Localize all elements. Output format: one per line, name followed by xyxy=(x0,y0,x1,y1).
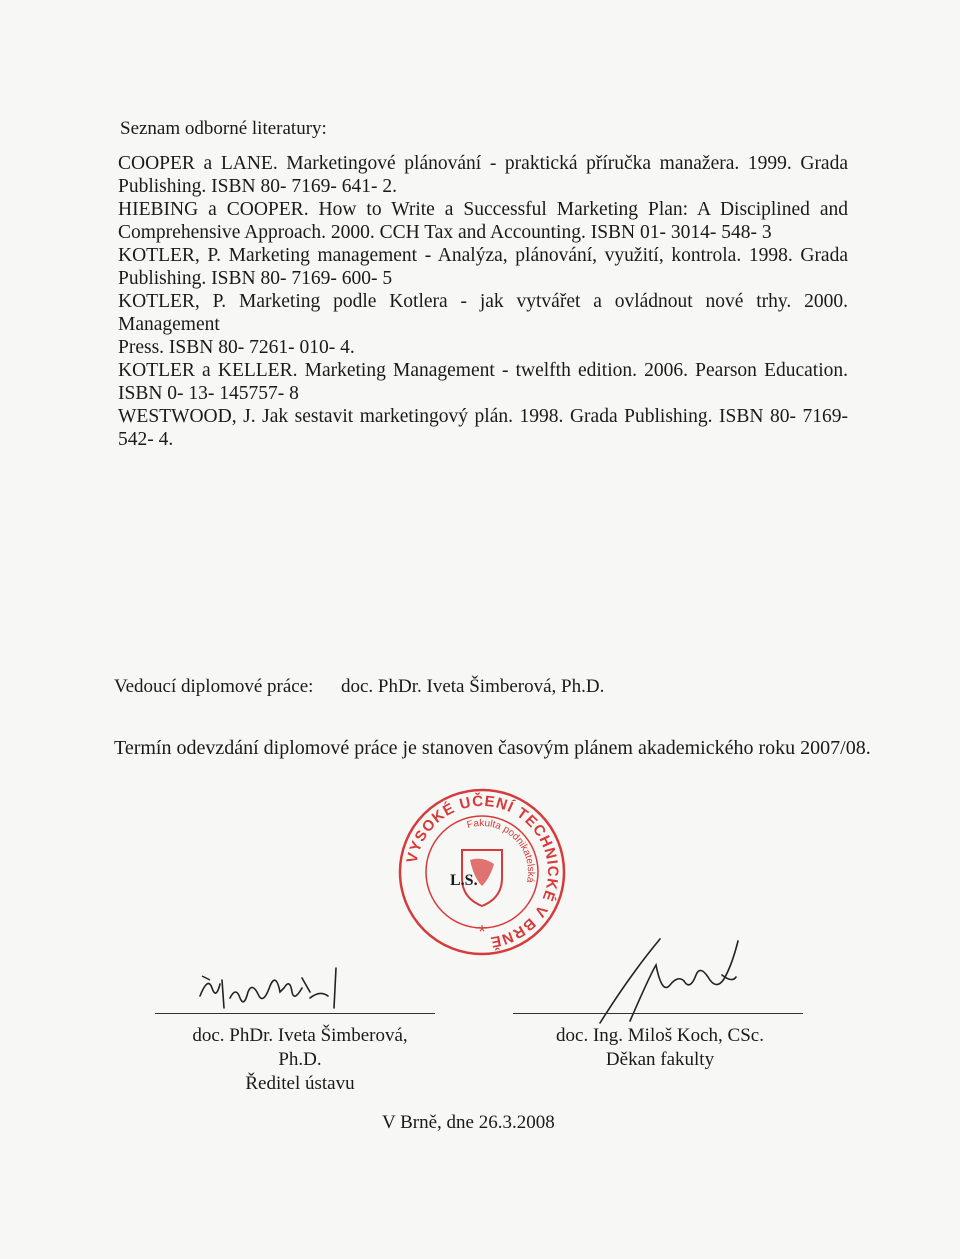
references-heading: Seznam odborné literatury: xyxy=(120,118,327,139)
reference-line: Comprehensive Approach. 2000. CCH Tax and Accounting. ISBN 01- 3014- 548- 3 xyxy=(118,222,772,243)
reference-line: WESTWOOD, J. Jak sestavit marketingový plán. 1998. Grada Publishing. ISBN 80- 7169- xyxy=(118,406,848,427)
supervisor-name: doc. PhDr. Iveta Šimberová, Ph.D. xyxy=(341,676,605,697)
signature-left-icon xyxy=(160,958,450,1018)
right-signatory xyxy=(510,1024,810,1072)
references-list xyxy=(118,152,848,451)
reference-line: COOPER a LANE. Marketingové plánování - praktická příručka manažera. 1999. Grada xyxy=(118,153,848,174)
svg-text:*: * xyxy=(478,922,486,942)
reference-item xyxy=(118,152,848,198)
supervisor-label: Vedoucí diplomové práce: xyxy=(114,676,314,697)
signature-line-right xyxy=(513,1013,803,1014)
right-signatory-role: Děkan fakulty xyxy=(605,1049,715,1070)
deadline-text: Termín odevzdání diplomové práce je stanoven časovým plánem akademického roku 2007/08. xyxy=(114,737,871,759)
reference-line: 542- 4. xyxy=(118,429,174,450)
reference-line: Publishing. ISBN 80- 7169- 600- 5 xyxy=(118,268,393,289)
reference-line: KOTLER, P. Marketing management - Analýza, plánování, využití, kontrola. 1998. Grada xyxy=(118,245,848,266)
reference-line: Press. ISBN 80- 7261- 010- 4. xyxy=(118,337,355,358)
official-stamp-icon xyxy=(396,786,568,958)
supervisor-row xyxy=(114,676,604,698)
reference-item xyxy=(118,244,848,290)
reference-item xyxy=(118,359,848,405)
signature-right-icon xyxy=(510,935,810,1025)
left-signatory xyxy=(170,1024,430,1096)
svg-text:VYSOKÉ UČENÍ TECHNICKÉ V BRNĚ: VYSOKÉ UČENÍ TECHNICKÉ V BRNĚ xyxy=(403,792,562,951)
reference-item xyxy=(118,198,848,244)
reference-line: Publishing. ISBN 80- 7169- 641- 2. xyxy=(118,176,397,197)
reference-item xyxy=(118,405,848,451)
reference-line: HIEBING a COOPER. How to Write a Successful Marketing Plan: A Disciplined and xyxy=(118,199,848,220)
left-signatory-name: doc. PhDr. Iveta Šimberová, Ph.D. xyxy=(192,1025,408,1070)
ls-mark: L.S. xyxy=(450,872,478,889)
signature-line-left xyxy=(155,1013,435,1014)
reference-item xyxy=(118,290,848,359)
svg-text:Fakulta podnikatelská: Fakulta podnikatelská xyxy=(465,817,537,884)
left-signatory-role: Ředitel ústavu xyxy=(245,1073,355,1094)
place-date: V Brně, dne 26.3.2008 xyxy=(382,1112,555,1133)
reference-line: ISBN 0- 13- 145757- 8 xyxy=(118,383,299,404)
right-signatory-name: doc. Ing. Miloš Koch, CSc. xyxy=(556,1025,764,1046)
reference-line: KOTLER, P. Marketing podle Kotlera - jak vytvářet a ovládnout nové trhy. 2000. Management xyxy=(118,291,848,335)
reference-line: KOTLER a KELLER. Marketing Management - twelfth edition. 2006. Pearson Education. xyxy=(118,360,848,381)
